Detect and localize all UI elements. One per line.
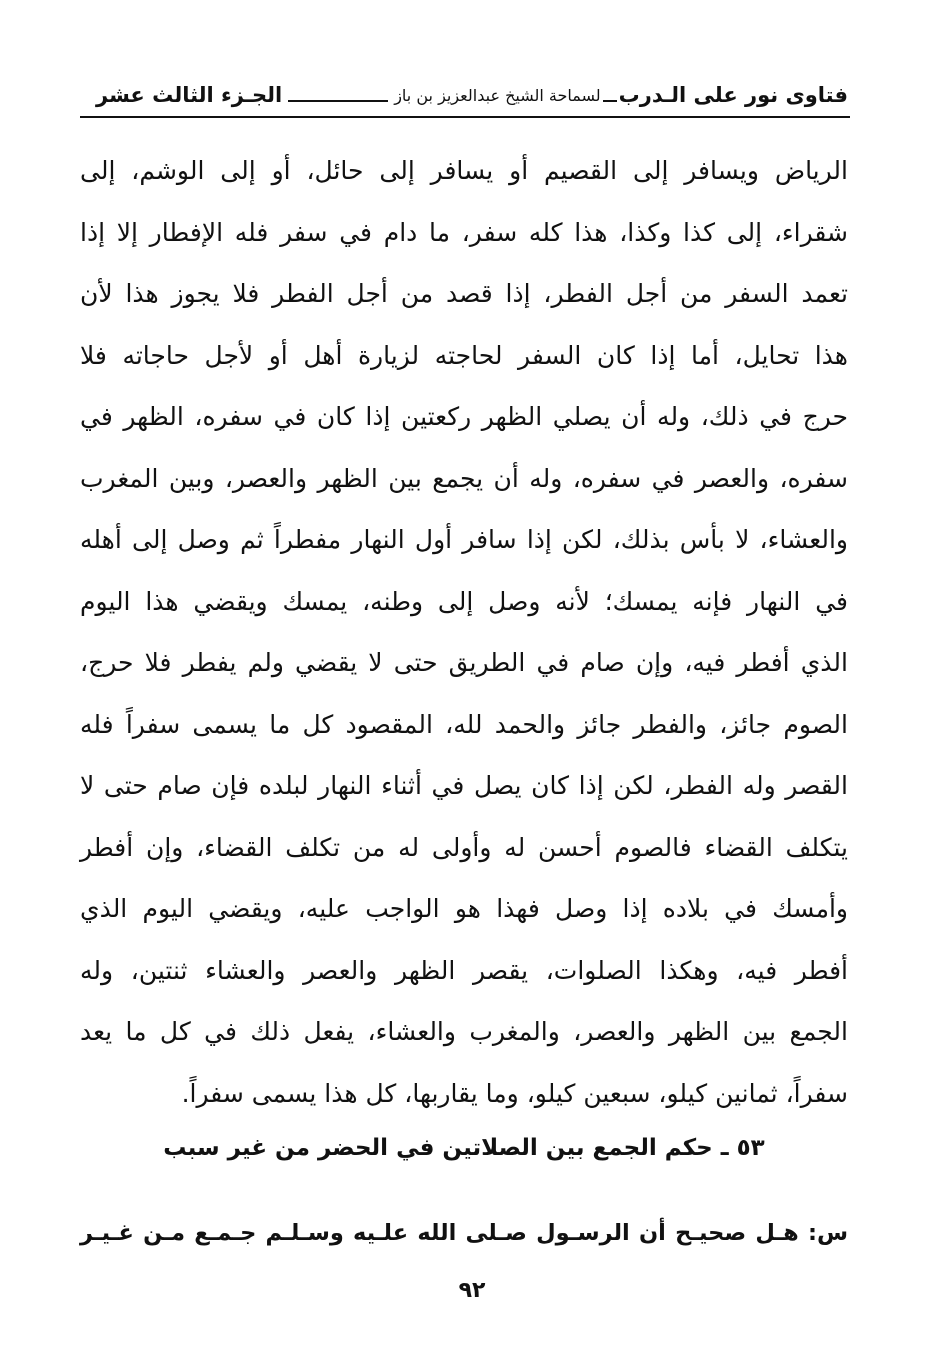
text-line: والعشاء، لا بأس بذلك، لكن إذا سافر أول النهار مفطراً ثم وصل إلى أهله	[80, 525, 848, 554]
text-line: أفطر فيه، وهكذا الصلوات، يقصر الظهر والعصر والعشاء ثنتين، وله	[80, 955, 848, 985]
volume-label: الجـزء الثالث عشر	[96, 83, 283, 107]
text-line: القصر وله الفطر، لكن إذا كان يصل في أثناء النهار لبلده فإن صام حتى لا	[80, 771, 848, 800]
text-line: سفره، والعصر في سفره، وله أن يجمع بين الظهر والعصر، وبين المغرب	[80, 463, 848, 493]
text-line: حرج في ذلك، وله أن يصلي الظهر ركعتين إذا كان في سفره، الظهر في	[80, 402, 848, 431]
section-heading: ٥٣ ـ حكم الجمع بين الصلاتين في الحضر من غير سبب	[163, 1135, 765, 1161]
text-line: يتكلف القضاء فالصوم أحسن له وأولى له من تكلف القضاء، وإن أفطر	[80, 832, 848, 862]
header-leader-line	[288, 100, 388, 102]
question-line: س: هـل صحيـح أن الرسـول صـلى الله علـيه وسـلـم جـمـع مـن غـيـر	[80, 1220, 848, 1246]
header-rule	[80, 116, 850, 118]
text-line: وأمسك في بلاده إذا وصل فهذا هو الواجب عليه، ويقضي اليوم الذي	[80, 894, 848, 923]
book-title: فتاوى نور على الـدرب	[618, 83, 848, 107]
text-line: الصوم جائز، والفطر جائز والحمد لله، المقصود كل ما يسمى سفراً فله	[80, 709, 848, 739]
body-text	[80, 140, 848, 1124]
author-credit: لسماحة الشيخ عبدالعزيز بن باز	[394, 85, 601, 105]
text-line: هذا تحايل، أما إذا كان السفر لحاجته لزيارة أهل أو لأجل حاجاته فلا	[80, 340, 848, 370]
text-line: تعمد السفر من أجل الفطر، إذا قصد من أجل الفطر فلا يجوز هذا لأن	[80, 279, 848, 308]
text-line: شقراء، إلى كذا وكذا، هذا كله سفر، ما دام في سفر فله الإفطار إلا إذا	[80, 217, 848, 247]
text-line: الجمع بين الظهر والعصر، والمغرب والعشاء، يفعل ذلك في كل ما يعد	[80, 1017, 848, 1046]
header-separator	[603, 100, 617, 102]
text-line: سفراً، ثمانين كيلو، سبعين كيلو، وما يقاربها، كل هذا يسمى سفراً.	[181, 1078, 848, 1108]
text-line: في النهار فإنه يمسك؛ لأنه وصل إلى وطنه، يمسك ويقضي هذا اليوم	[80, 586, 848, 616]
page-number: ٩٢	[458, 1278, 486, 1303]
text-line: الرياض ويسافر إلى القصيم أو يسافر إلى حائل، أو إلى الوشم، إلى	[80, 156, 848, 185]
running-header	[96, 78, 848, 112]
text-line: الذي أفطر فيه، وإن صام في الطريق حتى لا يقضي ولم يفطر فلا حرج،	[80, 648, 848, 677]
